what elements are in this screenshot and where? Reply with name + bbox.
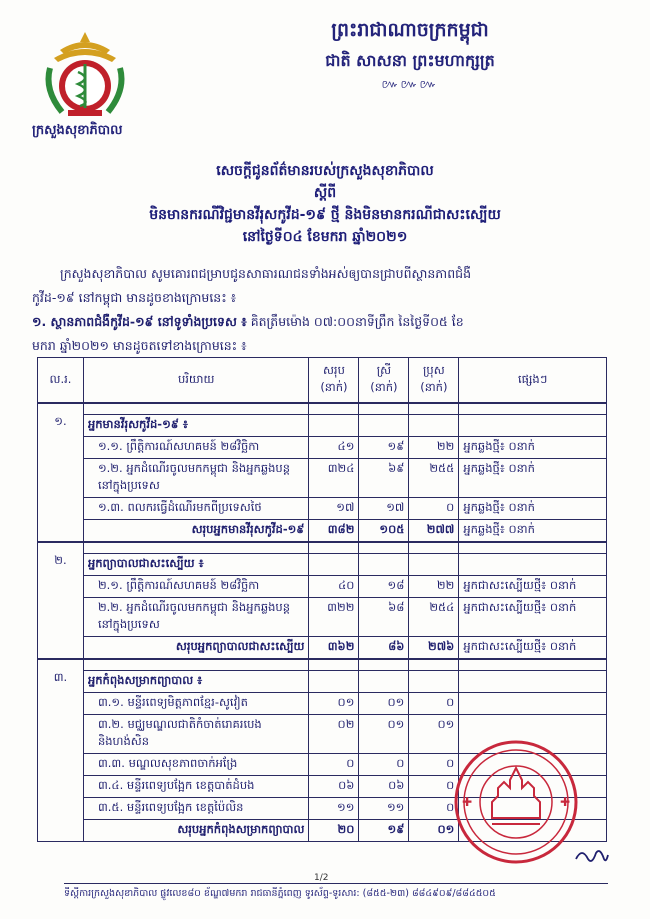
- group-title-row: [38, 671, 607, 693]
- subtotal-female: ១៩: [359, 820, 409, 842]
- svg-text:✚: ✚: [560, 795, 571, 809]
- spacer-cell: [459, 542, 607, 554]
- table-row: [38, 437, 607, 459]
- header-desc: បរិយាយ: [83, 358, 309, 404]
- spacer-cell: [459, 659, 607, 671]
- row-male: ២២: [409, 437, 459, 459]
- row-female: ០១: [359, 715, 409, 754]
- row-female: ០១: [359, 693, 409, 715]
- header-female: ស្រី (នាក់): [359, 358, 409, 404]
- table-row: [38, 498, 607, 520]
- empty-cell: [309, 554, 359, 576]
- row-total: ០៦: [309, 776, 359, 798]
- table-spacer-row: [38, 403, 607, 415]
- subtotal-other: អ្នកឆ្លងថ្មី៖ ០នាក់: [459, 520, 607, 543]
- kingdom-motto: ជាតិ សាសនា ព្រះមហាក្សត្រ: [325, 51, 495, 70]
- subtotal-female: ១០៥: [359, 520, 409, 543]
- row-other: អ្នកជាសះស្បើយថ្មី៖ ០នាក់: [459, 598, 607, 637]
- subtotal-label: សរុបអ្នកព្យាបាលជាសះស្បើយ: [83, 637, 309, 660]
- row-description: ១.១. ព្រឹត្តិការណ៍សហគមន៍ ២៨វិច្ឆិកា: [83, 437, 309, 459]
- header-total: សរុប (នាក់): [309, 358, 359, 404]
- spacer-cell: [309, 659, 359, 671]
- empty-cell: [359, 554, 409, 576]
- empty-cell: [409, 415, 459, 437]
- subtotal-total: ៣៨២: [309, 520, 359, 543]
- row-total: ០: [309, 754, 359, 776]
- row-total: ៤១: [309, 437, 359, 459]
- row-male: ២៥៥: [409, 459, 459, 498]
- row-total: ៤០: [309, 576, 359, 598]
- row-description: ៣.៥. មន្ទីរពេទ្យបង្អែក ខេត្តប៉ៃលិន: [83, 798, 309, 820]
- row-female: ១៩: [359, 437, 409, 459]
- row-male: ០: [409, 693, 459, 715]
- table-row: [38, 693, 607, 715]
- row-female: ៦៩: [359, 459, 409, 498]
- row-total: ០១: [309, 693, 359, 715]
- title-line-2: ស្តីពី: [313, 185, 337, 201]
- kingdom-title: ព្រះរាជាណាចក្រកម្ពុជា: [331, 19, 489, 41]
- subtotal-row: [38, 637, 607, 660]
- header-no: ល.រ.: [38, 358, 84, 404]
- intro-paragraph: [32, 262, 620, 310]
- row-description: ៣.៤. មន្ទីរពេទ្យបង្អែក ខេត្តបាត់ដំបង: [83, 776, 309, 798]
- row-other: អ្នកជាសះស្បើយថ្មី៖ ០នាក់: [459, 576, 607, 598]
- row-description: ១.៣. ពលករធ្វើដំណើរមកពីប្រទេសថៃ: [83, 498, 309, 520]
- group-number: ១.: [38, 403, 84, 542]
- title-line-4: នៅថ្ងៃទី០៤ ខែមករា ឆ្នាំ២០២១: [242, 229, 408, 245]
- ornament: ៚៚៚: [381, 77, 439, 91]
- subtotal-female: ៨៦: [359, 637, 409, 660]
- page-number: 1/2: [314, 873, 329, 883]
- section-heading: ១. ស្ថានភាពជំងឺកូវីដ-១៩ នៅទូទាំងប្រទេស ៖: [32, 314, 247, 329]
- row-male: ០១: [409, 715, 459, 754]
- row-other: អ្នកឆ្លងថ្មី៖ ០នាក់: [459, 459, 607, 498]
- intro-line-2: កូវីដ-១៩ នៅកម្ពុជា មានដូចខាងក្រោមនេះ ៖: [32, 290, 237, 305]
- row-description: ៣.៣. មណ្ឌលសុខភាពចាក់អង្រែ: [83, 754, 309, 776]
- table-spacer-row: [38, 542, 607, 554]
- empty-cell: [309, 415, 359, 437]
- row-other: អ្នកឆ្លងថ្មី៖ ០នាក់: [459, 498, 607, 520]
- empty-cell: [409, 554, 459, 576]
- row-description: ២.២. អ្នកដំណើរចូលមកកម្ពុជា និងអ្នកឆ្លងបន្តនៅក្នុងប្រទេស: [83, 598, 309, 637]
- header-other: ផ្សេងៗ: [459, 358, 607, 404]
- empty-cell: [459, 415, 607, 437]
- table-row: [38, 576, 607, 598]
- group-title-row: [38, 554, 607, 576]
- section-text-1: គិតត្រឹមម៉ោង ០៧:០០នាទីព្រឹក នៃថ្ងៃទី០៥ ខែ: [246, 314, 464, 329]
- row-male: ២២: [409, 576, 459, 598]
- row-female: ១៧: [359, 498, 409, 520]
- signature-icon: [574, 845, 610, 867]
- row-description: ៣.២. មជ្ឈមណ្ឌលជាតិកំចាត់រោគរបេង និងហង់សិន: [83, 715, 309, 754]
- empty-cell: [359, 671, 409, 693]
- document-titles: [0, 160, 650, 248]
- subtotal-male: ០១: [409, 820, 459, 842]
- group-title: អ្នកកំពុងសម្រាកព្យាបាល ៖: [83, 671, 309, 693]
- spacer-cell: [359, 403, 409, 415]
- title-line-3: មិនមានករណីវិជ្ជមានវីរុសកូវីដ-១៩ ថ្មី និងមិនមានករណីជាសះស្បើយ: [149, 207, 501, 223]
- group-number: ៣.: [38, 659, 84, 842]
- ministry-name: ក្រសួងសុខាភិបាល: [32, 123, 123, 138]
- footer-divider: [64, 883, 608, 884]
- intro-line-1: ក្រសួងសុខាភិបាល សូមគោរពជម្រាបជូនសាធារណជនទាំងអស់ឲ្យបានជ្រាបពីស្ថានភាពជំងឺ: [60, 266, 472, 281]
- row-total: ១៧: [309, 498, 359, 520]
- title-line-1: សេចក្តីជូនព័ត៌មានរបស់ក្រសួងសុខាភិបាល: [216, 163, 434, 179]
- group-number: ២.: [38, 542, 84, 659]
- row-description: ៣.១. មន្ទីរពេទ្យមិត្តភាពខ្មែរ-សូវៀត: [83, 693, 309, 715]
- kingdom-header: [0, 18, 650, 94]
- empty-cell: [459, 554, 607, 576]
- group-title-row: [38, 415, 607, 437]
- row-description: ១.២. អ្នកដំណើរចូលមកកម្ពុជា និងអ្នកឆ្លងបន្តនៅក្នុងប្រទេស: [83, 459, 309, 498]
- spacer-cell: [409, 659, 459, 671]
- svg-text:✚: ✚: [462, 795, 473, 809]
- row-female: ០៦: [359, 776, 409, 798]
- subtotal-male: ២៧៧: [409, 520, 459, 543]
- group-title: អ្នកមានវីរុសកូវីដ-១៩ ៖: [83, 415, 309, 437]
- official-seal-icon: [452, 738, 580, 866]
- spacer-cell: [359, 659, 409, 671]
- row-total: ៣២២: [309, 598, 359, 637]
- row-male: ០: [409, 498, 459, 520]
- row-female: ០: [359, 754, 409, 776]
- spacer-cell: [309, 403, 359, 415]
- subtotal-total: ៣៦២: [309, 637, 359, 660]
- section-1: [32, 310, 620, 358]
- subtotal-male: ២៧៦: [409, 637, 459, 660]
- row-total: ០២: [309, 715, 359, 754]
- row-female: ១១: [359, 798, 409, 820]
- spacer-cell: [309, 542, 359, 554]
- row-male: ០: [409, 754, 459, 776]
- subtotal-row: [38, 520, 607, 543]
- empty-cell: [359, 415, 409, 437]
- header-male: ប្រុស (នាក់): [409, 358, 459, 404]
- row-other: [459, 693, 607, 715]
- subtotal-label: សរុបអ្នកកំពុងសម្រាកព្យាបាល: [83, 820, 309, 842]
- table-row: [38, 459, 607, 498]
- row-total: ១១: [309, 798, 359, 820]
- spacer-cell: [409, 403, 459, 415]
- subtotal-label: សរុបអ្នកមានវីរុសកូវីដ-១៩: [83, 520, 309, 543]
- spacer-cell: [459, 403, 607, 415]
- spacer-cell: [83, 403, 309, 415]
- row-total: ៣២៤: [309, 459, 359, 498]
- row-male: ០: [409, 798, 459, 820]
- section-text-2: មករា ឆ្នាំ២០២១ មានដូចតទៅខាងក្រោមនេះ ៖: [32, 338, 247, 353]
- spacer-cell: [409, 542, 459, 554]
- subtotal-total: ២០: [309, 820, 359, 842]
- spacer-cell: [359, 542, 409, 554]
- group-title: អ្នកព្យាបាលជាសះស្បើយ ៖: [83, 554, 309, 576]
- spacer-cell: [83, 542, 309, 554]
- row-male: ២៥៤: [409, 598, 459, 637]
- row-female: ៦៨: [359, 598, 409, 637]
- row-other: អ្នកឆ្លងថ្មី៖ ០នាក់: [459, 437, 607, 459]
- row-male: ០: [409, 776, 459, 798]
- footer-address: ទីស្តីការក្រសួងសុខាភិបាល ផ្លូវលេខ៨០ ខ័ណ្ឌ៧មករា រាជធានីភ្នំពេញ ទូរស័ព្ទ-ទូរសារ: (៨៥៥-២៣) ៨៨៤៩០៩/៨៨៤៥០៥: [64, 888, 496, 899]
- row-description: ២.១. ព្រឹត្តិការណ៍សហគមន៍ ២៨វិច្ឆិកា: [83, 576, 309, 598]
- spacer-cell: [83, 659, 309, 671]
- table-spacer-row: [38, 659, 607, 671]
- table-row: [38, 598, 607, 637]
- subtotal-other: អ្នកជាសះស្បើយថ្មី៖ ០នាក់: [459, 637, 607, 660]
- empty-cell: [409, 671, 459, 693]
- empty-cell: [309, 671, 359, 693]
- table-header-row: [38, 358, 607, 404]
- empty-cell: [459, 671, 607, 693]
- row-female: ១៨: [359, 576, 409, 598]
